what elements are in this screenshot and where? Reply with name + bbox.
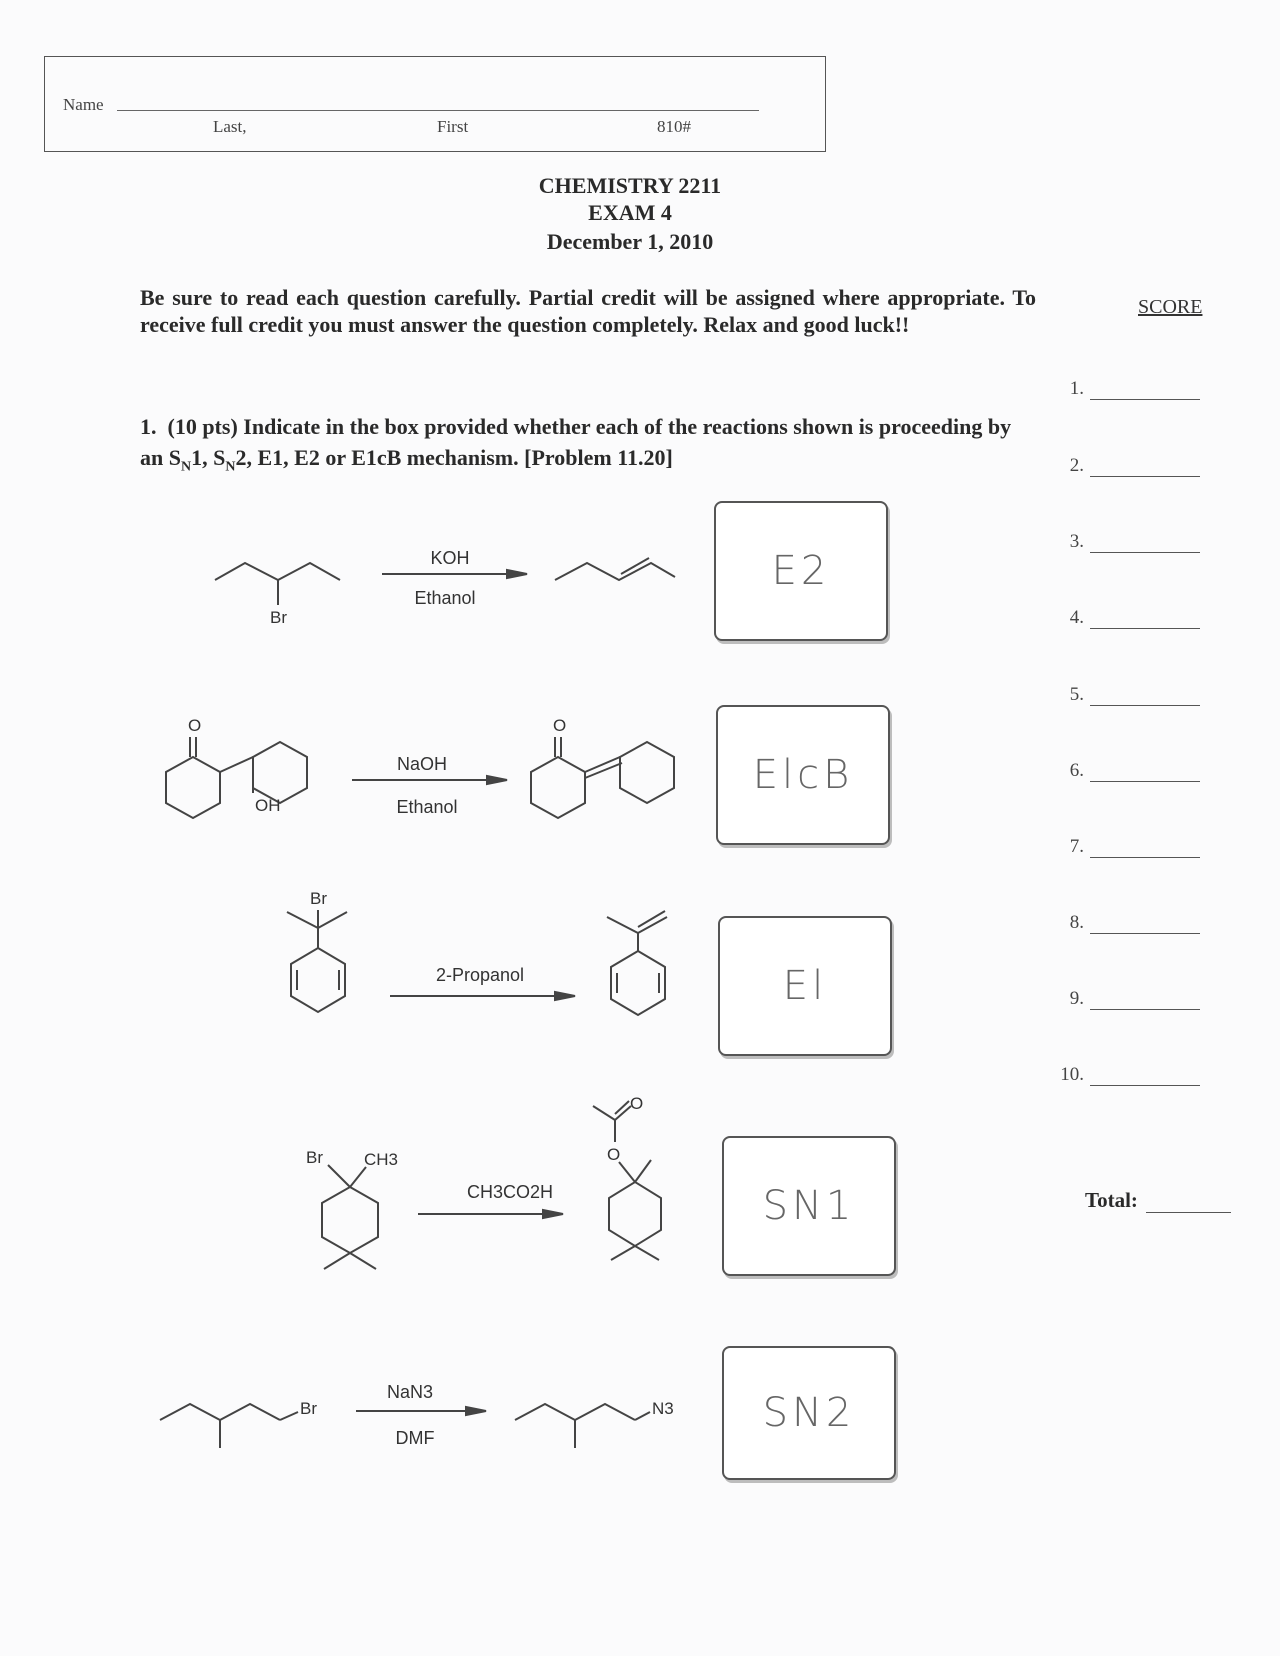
- question-1-prompt: [140, 411, 1020, 482]
- score-row-2[interactable]: [1044, 455, 1200, 477]
- reagent-top-5: NaN3: [386, 1382, 434, 1402]
- score-num: 3.: [1069, 531, 1084, 552]
- answer-box-4[interactable]: [722, 1136, 896, 1276]
- reactant-3-bromopentane: [210, 555, 340, 625]
- product-2-pentene: [555, 555, 675, 595]
- total-label: Total:: [1085, 1188, 1138, 1212]
- score-row-9[interactable]: [1044, 988, 1200, 1010]
- last-name-label: Last,: [213, 117, 247, 136]
- name-box: [44, 56, 826, 152]
- reaction-arrow-1: [382, 568, 527, 580]
- score-row-8[interactable]: [1044, 912, 1200, 934]
- answer-box-1[interactable]: [714, 501, 888, 641]
- atom-label-oh: OH: [255, 796, 281, 815]
- question-text: Indicate in the box provided whether each of the reactions shown is proceeding by an S: [140, 414, 1012, 470]
- score-num: 6.: [1069, 760, 1084, 781]
- atom-label-br: Br: [300, 1399, 317, 1418]
- total-blank[interactable]: [1146, 1194, 1231, 1213]
- reagent-bottom-2: Ethanol: [396, 797, 458, 817]
- exam-date: December 1, 2010: [546, 229, 714, 254]
- score-row-6[interactable]: [1044, 760, 1200, 782]
- score-title: SCORE: [1138, 296, 1203, 318]
- course-title: CHEMISTRY 2211: [538, 173, 722, 198]
- answer-4: SN1: [762, 1183, 856, 1229]
- question-points: (10 pts): [167, 414, 238, 439]
- atom-label-br: Br: [310, 889, 327, 908]
- question-number: 1.: [140, 414, 157, 439]
- score-blank[interactable]: [1090, 610, 1200, 629]
- answer-5: SN2: [762, 1390, 856, 1436]
- score-blank[interactable]: [1090, 763, 1200, 782]
- answer-box-5[interactable]: [722, 1346, 896, 1480]
- score-blank[interactable]: [1090, 534, 1200, 553]
- reagent-top-2: NaOH: [396, 754, 447, 774]
- product-acetate-ester: [585, 1090, 705, 1270]
- score-num: 7.: [1069, 836, 1084, 857]
- atom-label-ch3: CH3: [364, 1150, 399, 1169]
- reagent-top-1: KOH: [430, 548, 470, 568]
- score-row-10[interactable]: [1044, 1064, 1200, 1086]
- score-blank[interactable]: [1090, 915, 1200, 934]
- instructions: Be sure to read each question carefully. Partial credit will be assigned where appropriate. To receive full credit you must answer the question completely. Relax and good luck!!: [140, 285, 1036, 337]
- score-row-5[interactable]: [1044, 684, 1200, 706]
- reactant-cumyl-bromide: [275, 890, 365, 1030]
- reagent-bottom-5: DMF: [395, 1428, 435, 1448]
- atom-label-o: O: [607, 1145, 621, 1164]
- question-text: 2, E1, E2 or E1cB mechanism. [Problem 11.20]: [235, 445, 673, 470]
- atom-label-o: O: [188, 716, 202, 735]
- atom-label-br: Br: [270, 608, 287, 627]
- score-num: 4.: [1069, 607, 1084, 628]
- answer-box-3[interactable]: [718, 916, 892, 1056]
- score-num: 9.: [1069, 988, 1084, 1009]
- atom-label-n3: N3: [652, 1399, 674, 1418]
- question-text: 1, S: [191, 445, 226, 470]
- reaction-arrow-2: [352, 774, 507, 786]
- product-enone: [535, 715, 695, 835]
- reactant-alkyl-bromide: [160, 1390, 320, 1460]
- score-blank[interactable]: [1090, 687, 1200, 706]
- score-num: 5.: [1069, 684, 1084, 705]
- product-alpha-methylstyrene: [595, 905, 685, 1035]
- score-blank[interactable]: [1090, 381, 1200, 400]
- reagent-top-3: 2-Propanol: [435, 965, 525, 985]
- answer-1: E2: [771, 548, 831, 594]
- name-label: Name: [63, 95, 104, 114]
- subscript-n: N: [180, 459, 192, 475]
- reactant-bromo-cyclohexane: [300, 1145, 410, 1275]
- id-number-label: 810#: [657, 117, 691, 136]
- atom-label-br: Br: [306, 1148, 323, 1167]
- score-row-7[interactable]: [1044, 836, 1200, 858]
- reaction-arrow-3: [390, 990, 575, 1002]
- score-num: 10.: [1060, 1064, 1084, 1085]
- atom-label-o: O: [553, 716, 567, 735]
- reagent-top-4: CH3CO2H: [466, 1182, 554, 1202]
- reactant-aldol: [160, 715, 320, 835]
- subscript-n: N: [225, 459, 236, 475]
- atom-label-o: O: [630, 1094, 644, 1113]
- reagent-bottom-1: Ethanol: [414, 588, 476, 608]
- product-alkyl-azide: [515, 1390, 685, 1460]
- score-num: 2.: [1069, 455, 1084, 476]
- answer-box-2[interactable]: [716, 705, 890, 845]
- score-row-4[interactable]: [1044, 607, 1200, 629]
- score-blank[interactable]: [1090, 1067, 1200, 1086]
- score-blank[interactable]: [1090, 991, 1200, 1010]
- exam-title: EXAM 4: [588, 200, 672, 225]
- first-name-label: First: [437, 117, 469, 136]
- score-blank[interactable]: [1090, 839, 1200, 858]
- total-score[interactable]: [1085, 1188, 1231, 1213]
- score-row-3[interactable]: [1044, 531, 1200, 553]
- score-row-1[interactable]: [1044, 378, 1200, 400]
- score-blank[interactable]: [1090, 458, 1200, 477]
- name-field-line[interactable]: [117, 110, 759, 111]
- reaction-arrow-4: [418, 1208, 563, 1220]
- reaction-arrow-5: [356, 1405, 486, 1417]
- answer-2: ElcB: [752, 752, 854, 798]
- score-num: 8.: [1069, 912, 1084, 933]
- score-num: 1.: [1069, 378, 1084, 399]
- answer-3: El: [782, 963, 828, 1009]
